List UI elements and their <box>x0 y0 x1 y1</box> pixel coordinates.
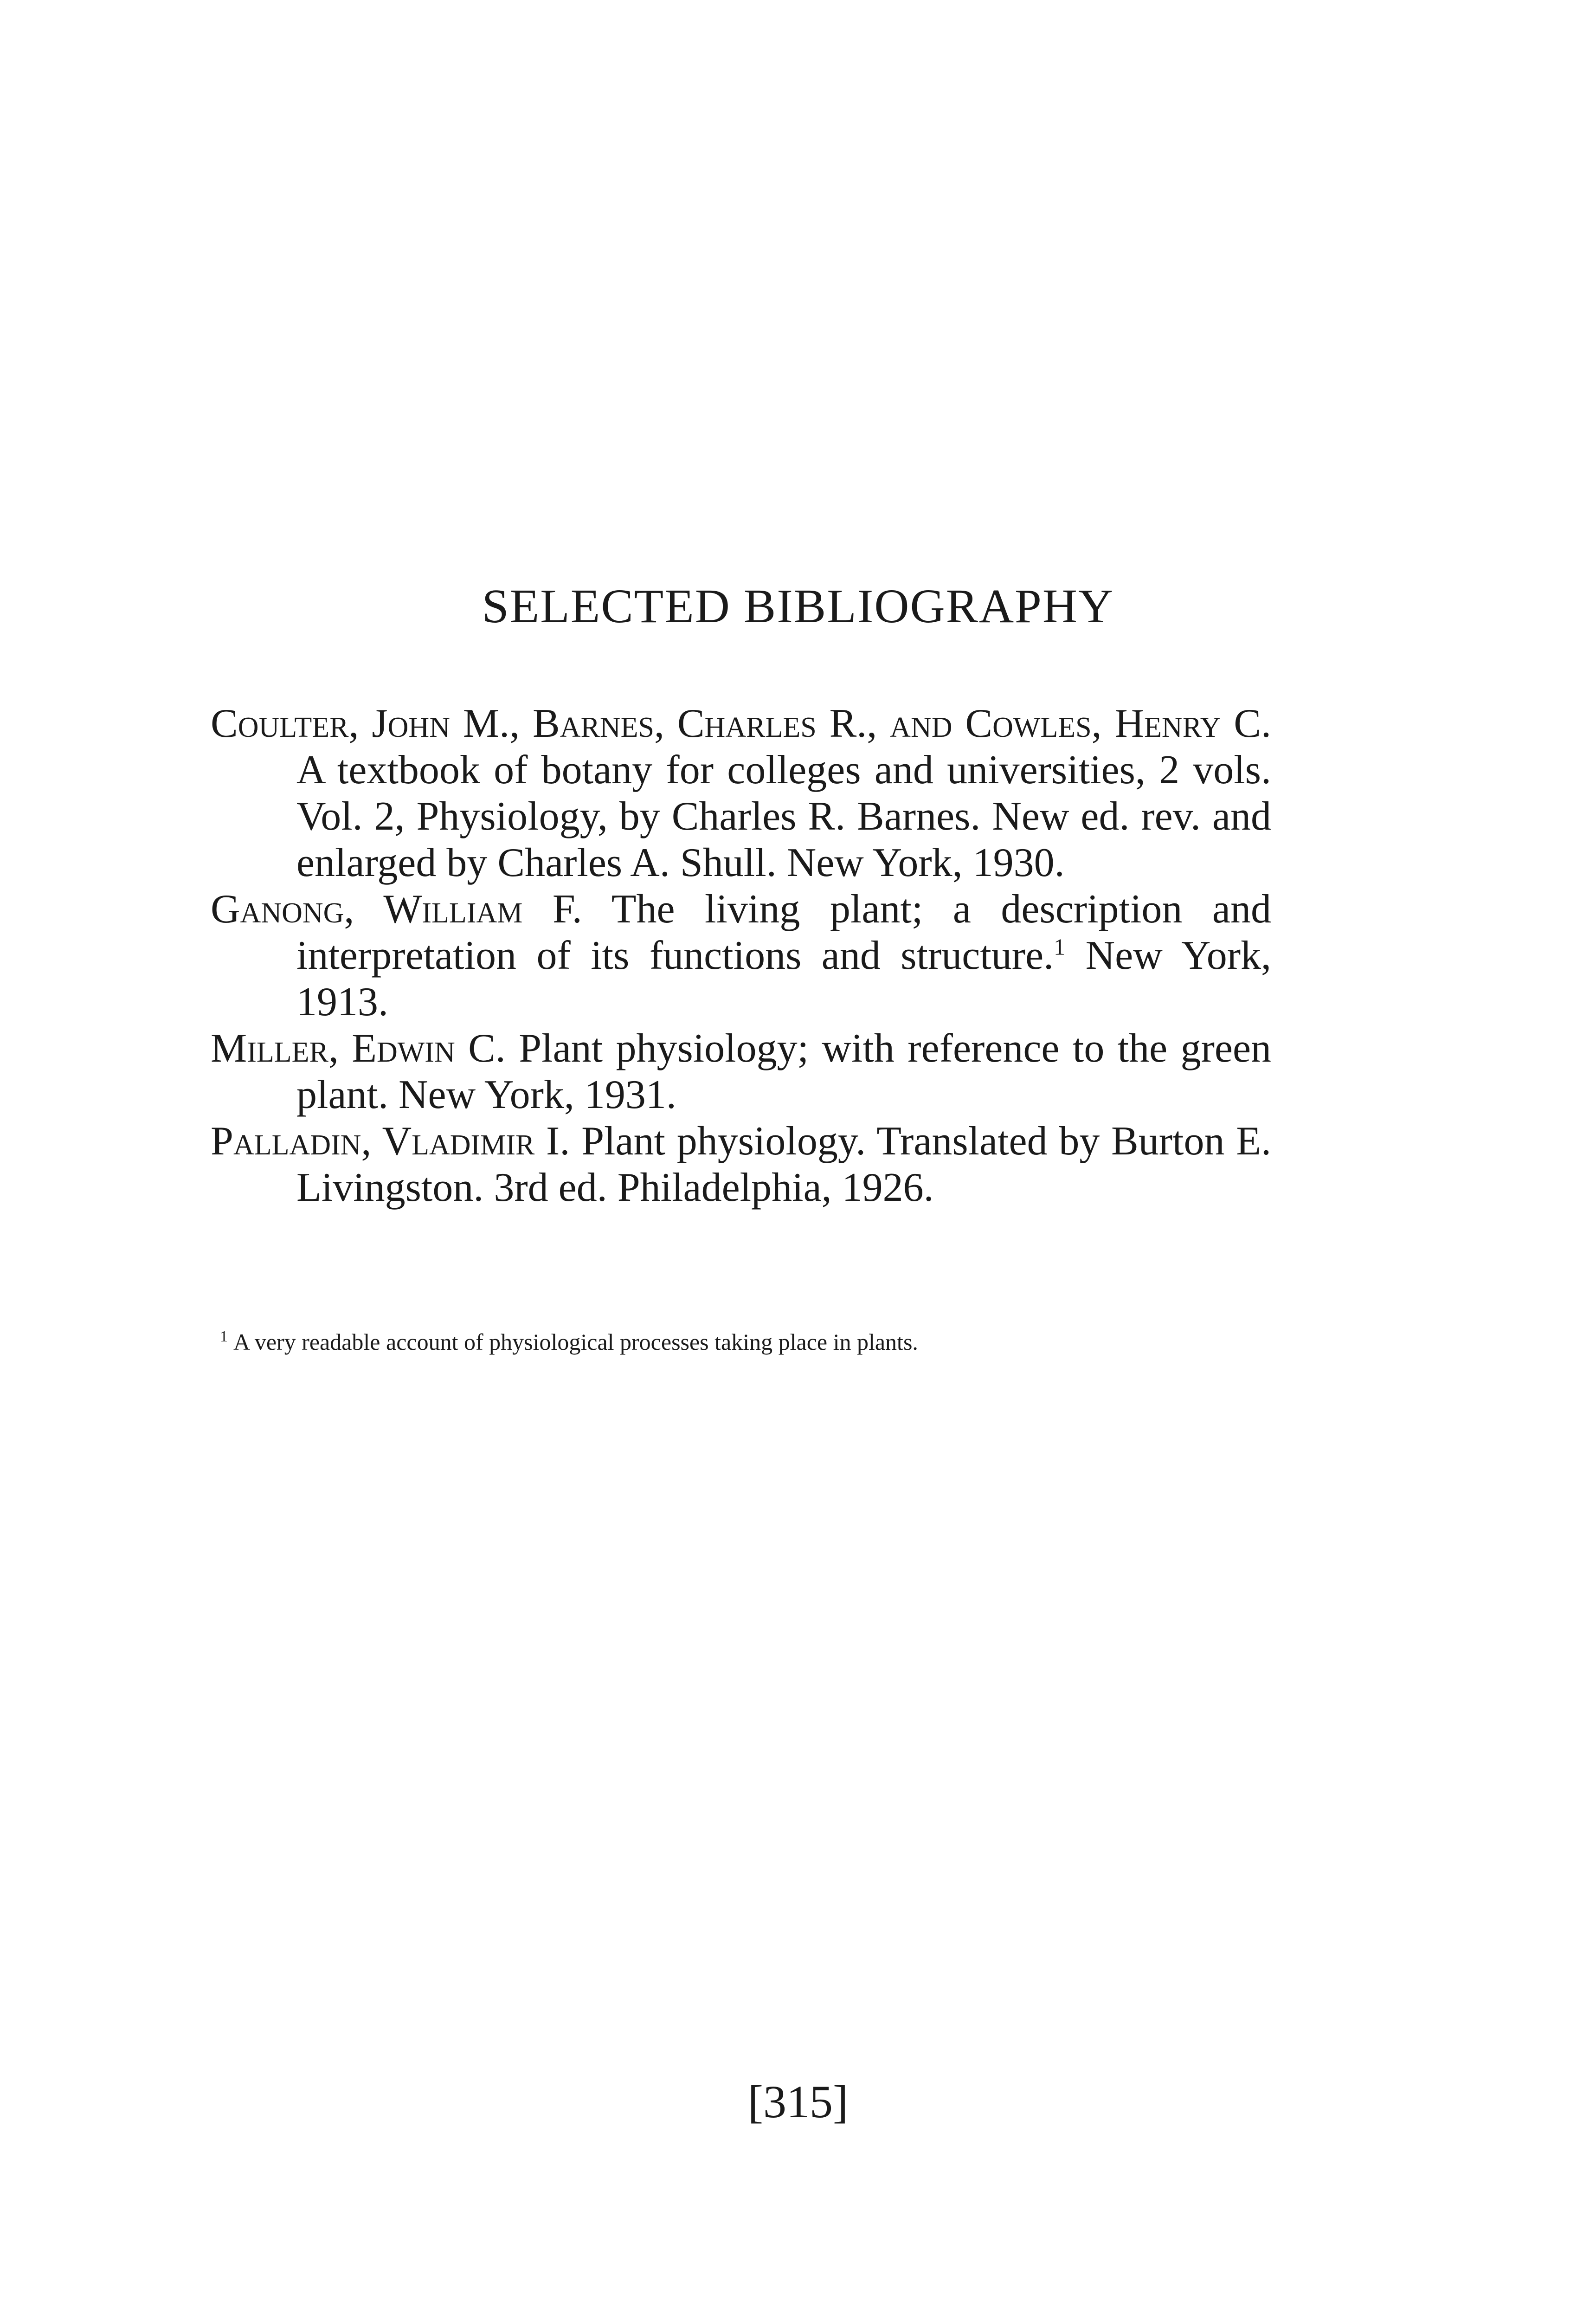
bibliography-entry <box>211 1118 1271 1211</box>
footnote-text: A very readable account of physiological processes taking place in plants. <box>233 1329 918 1355</box>
footnote-marker: 1 <box>220 1328 228 1346</box>
entry-author: Coulter, John M., Barnes, Charles R., and Cowles, Henry C. <box>211 701 1271 746</box>
entry-author: Palladin, Vladimir I. <box>211 1119 570 1164</box>
entry-text: A textbook of botany for colleges and universities, 2 vols. Vol. 2, Physiology, by Charles R. Barnes. New ed. rev. and enlarged by Charles A. Shull. New York, 1930. <box>296 748 1271 885</box>
footnote <box>220 1328 1287 1356</box>
bibliography-list <box>211 701 1271 1211</box>
bibliography-entry <box>211 1025 1271 1118</box>
entry-author: Ganong, William F. <box>211 887 582 932</box>
entry-text-after: New York, 1913. <box>296 933 1271 1025</box>
bibliography-entry <box>211 701 1271 886</box>
entry-text: The living plant; a description and interpretation of its functions and structure. <box>296 887 1271 978</box>
bibliography-entry <box>211 886 1271 1025</box>
footnote-marker: 1 <box>1054 934 1066 960</box>
entry-author: Miller, Edwin C. <box>211 1026 506 1071</box>
page-title: SELECTED BIBLIOGRAPHY <box>482 580 1114 633</box>
entry-text: Plant physiology. Translated by Burton E. Livingston. 3rd ed. Philadelphia, 1926. <box>296 1119 1271 1210</box>
entry-text: Plant physiology; with reference to the green plant. New York, 1931. <box>296 1026 1272 1117</box>
page-number: [315] <box>747 2076 849 2127</box>
